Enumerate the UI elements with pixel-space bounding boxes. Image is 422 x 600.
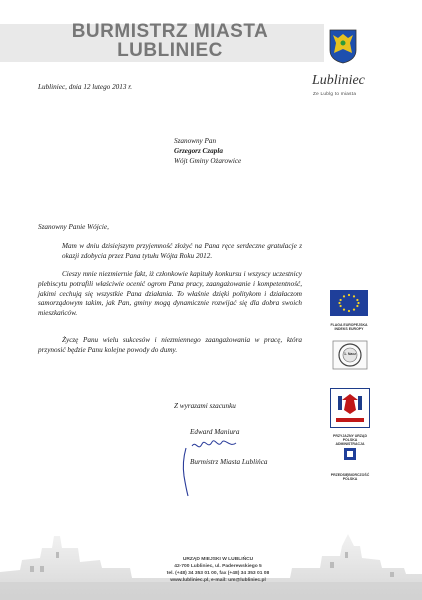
signer-title: Burmistrz Miasta Lublińca — [190, 458, 268, 466]
recipient-salutation: Szanowny Pan — [174, 137, 217, 145]
city-panorama-illustration — [0, 512, 422, 600]
title-line-2: LUBLINIEC — [117, 40, 223, 61]
page-title — [10, 22, 330, 60]
recipient-name: Grzegorz Czapla — [174, 147, 223, 155]
eu-flag-icon — [330, 290, 368, 316]
office-emblem-badge — [330, 388, 370, 446]
title-line-1: BURMISTRZ MIASTA — [71, 21, 269, 42]
poland-caption: PRZEDSIĘBIORCZOŚĆ POLSKA — [330, 473, 370, 481]
paragraph-1 — [62, 242, 302, 262]
greeting: Szanowny Panie Wójcie, — [38, 223, 109, 231]
footer-address: 42-700 Lubliniec, ul. Paderewskiego 5 — [174, 564, 262, 569]
city-logo — [312, 73, 365, 89]
paragraph-3: Życzę Panu wielu sukcesów i niezmiennego zaangażowania w pracę, która przynosić będzie Panu kolejne powody do dumy. — [38, 336, 302, 354]
iso-badge — [332, 340, 368, 375]
paragraph-1-text: Mam w dniu dzisiejszym przyjemność złożyć na Pana ręce serdeczne gratulacje z okazji zdobycia przez Pana tytułu Wójta Roku 2012. — [62, 242, 302, 260]
logo-word: Lubliniec — [312, 73, 365, 88]
eu-badge — [330, 290, 368, 331]
footer-office-name: URZĄD MIEJSKI W LUBLIŃCU — [182, 557, 254, 562]
footer-web-email[interactable]: www.lubliniec.pl, e-mail: um@lubliniec.pl — [170, 578, 266, 583]
polish-eagle-icon — [330, 388, 370, 428]
emblem-caption: PRZYJAZNY URZĄD POLSKA ADMINISTRACJA — [333, 434, 367, 446]
poland-logo-icon — [330, 446, 370, 468]
eu-caption: FLAGA EUROPEJSKA INDEKS EUROPY — [330, 323, 368, 331]
closing: Z wyrazami szacunku — [174, 402, 236, 410]
footer-phones: tel. (+48) 34 353 01 00, fax (+48) 34 353 01 08 — [166, 571, 270, 576]
signer-name: Edward Maniura — [190, 428, 240, 436]
city-crest-icon — [328, 28, 358, 64]
iso-label: 1. Nacz — [343, 352, 357, 356]
place-date: Lubliniec, dnia 12 lutego 2013 r. — [38, 83, 133, 91]
paragraph-2: Cieszy mnie niezmiernie fakt, iż członkowie kapituły konkursu i wszyscy uczestnicy plebiscytu potrafili właściwie ocenić ogrom Pana pracy, zaangażowanie i kompetentność, jakimi cechują się wszystkie Pana działania. To właśnie dzięki politykom i działaczom samorządowym takim, jak Pan, gminy mogą dynamicznie rozwijać się dla dobra swoich mieszkańców. — [38, 270, 302, 318]
recipient-title: Wójt Gminy Ożarowice — [174, 157, 242, 165]
poland-badge — [330, 446, 370, 481]
logo-tagline: Ze Lublg to miasta — [313, 91, 357, 96]
